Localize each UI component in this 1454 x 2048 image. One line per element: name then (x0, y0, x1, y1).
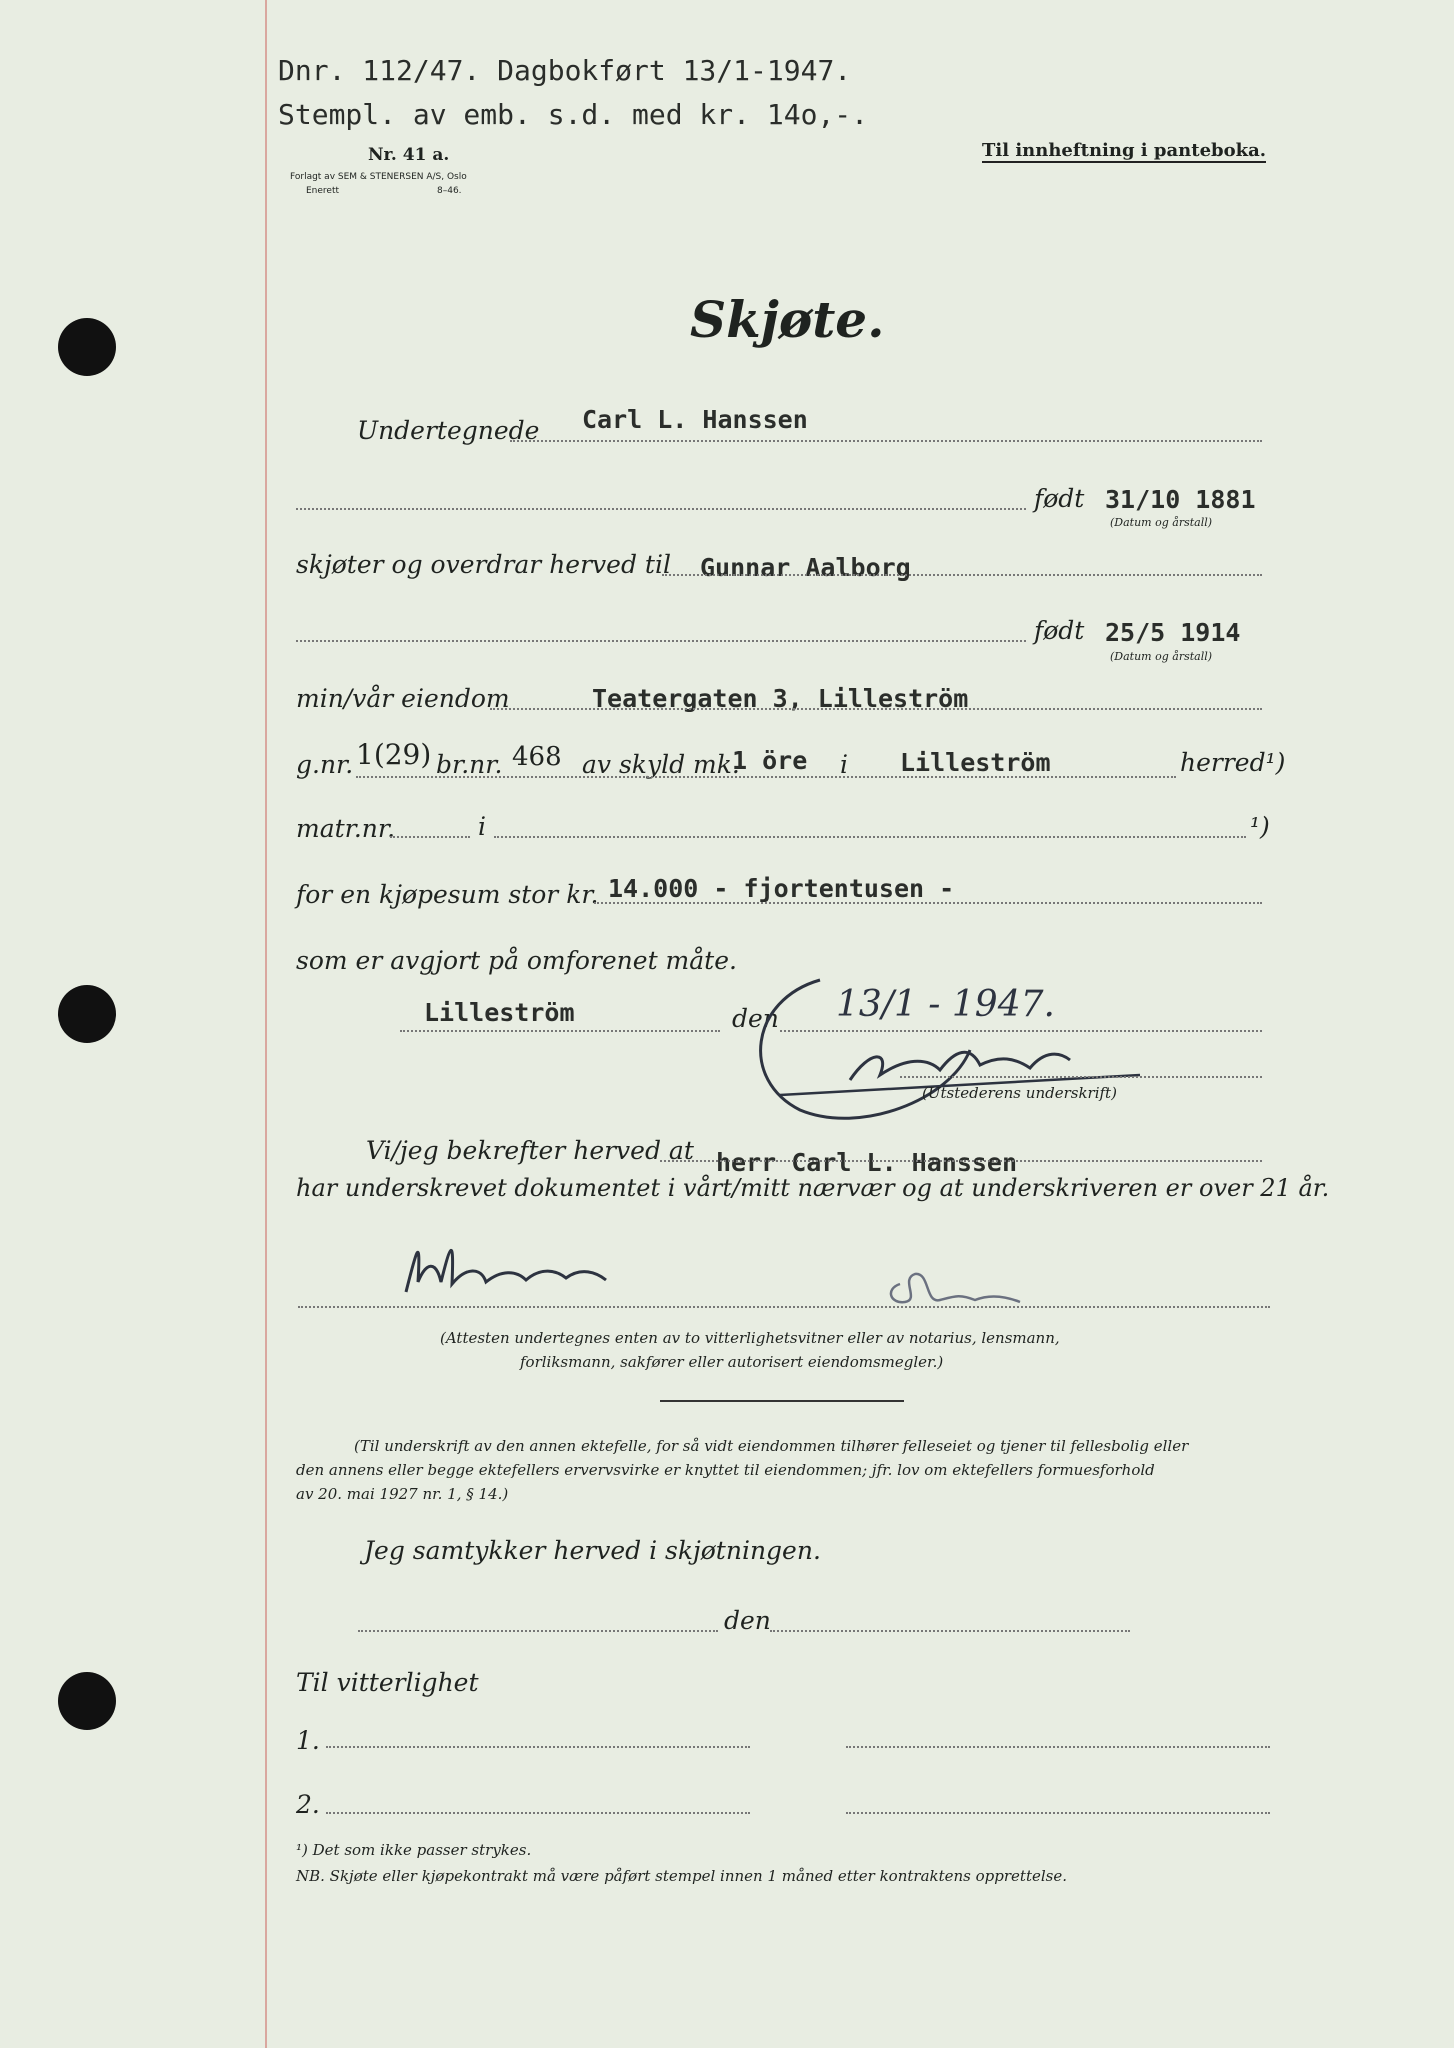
price-line (594, 902, 1262, 904)
form-number: Nr. 41 a. (368, 145, 450, 165)
attestation-label: Vi/jeg bekrefter herved at (366, 1136, 694, 1165)
seller-signature (740, 960, 1160, 1130)
witness-2-line-b (846, 1812, 1270, 1814)
signing-place: Lilleström (424, 998, 575, 1027)
signature-hint: (Utstederens underskrift) (922, 1084, 1117, 1102)
attestation-text: har underskrevet dokumentet i vårt/mitt nærvær og at underskriveren er over 21 år. (296, 1174, 1330, 1202)
den-label: den (732, 1004, 779, 1033)
witness-1-line-b (846, 1746, 1270, 1748)
agreed-text: som er avgjort på omforenet måte. (296, 946, 737, 975)
buyer-date-hint: (Datum og årstall) (1110, 650, 1213, 663)
publisher-date: 8–46. (437, 186, 462, 196)
skyld-label: av skyld mk. (582, 750, 740, 779)
separator (660, 1400, 904, 1402)
document-title: Skjøte. (690, 290, 885, 349)
seller-line (510, 440, 1262, 442)
seller-label: Undertegnede (357, 416, 540, 445)
gnr-i-label: i (840, 750, 848, 779)
gnr-label: g.nr. (296, 750, 354, 779)
margin-line (265, 0, 267, 2048)
publisher-copyright: Enerett (306, 186, 340, 196)
price-label: for en kjøpesum stor kr. (296, 880, 599, 909)
matr-line-a (390, 836, 470, 838)
gnr-value: 1(29) (356, 738, 432, 771)
buyer-line (662, 574, 1262, 576)
seller-born-date: 31/10 1881 (1105, 485, 1256, 514)
footnote-1: ¹) Det som ikke passer strykes. (296, 1841, 532, 1859)
property-address: Teatergaten 3, Lilleström (592, 684, 969, 713)
buyer-born-date: 25/5 1914 (1105, 618, 1241, 647)
punch-hole (58, 318, 116, 376)
consent-text: Jeg samtykker herved i skjøtningen. (364, 1536, 821, 1565)
property-label: min/vår eiendom (296, 684, 510, 713)
attestation-note-1: (Attesten undertegnes enten av to vitterlighetsvitner eller av notarius, lensmann, (440, 1329, 1060, 1347)
buyer-born-label: født (1034, 616, 1085, 645)
matr-line-b (494, 836, 1246, 838)
witness-2-line (326, 1812, 750, 1814)
witness-1-line (326, 1746, 750, 1748)
seller-name: Carl L. Hanssen (582, 405, 808, 434)
witness-2-number: 2. (296, 1790, 320, 1819)
handwritten-date: 13/1 - 1947. (836, 984, 1055, 1025)
attestation-note-2: forliksmann, sakfører eller autorisert eiendomsmegler.) (520, 1353, 944, 1371)
municipality: Lilleström (900, 748, 1051, 777)
seller-born-label: født (1034, 484, 1085, 513)
vitterlighet-label: Til vitterlighet (296, 1668, 479, 1697)
matr-end: ¹) (1250, 812, 1270, 841)
price-value: 14.000 - fjortentusen - (608, 874, 955, 903)
witness-1-number: 1. (296, 1726, 320, 1755)
punch-hole (58, 985, 116, 1043)
place-line (400, 1030, 720, 1032)
spouse-note-3: av 20. mai 1927 nr. 1, § 14.) (296, 1485, 509, 1503)
stamp-line: Stempl. av emb. s.d. med kr. 14o,-. (278, 98, 869, 131)
seller-date-hint: (Datum og årstall) (1110, 516, 1213, 529)
herred-label: herred¹) (1180, 748, 1286, 777)
property-line (490, 708, 1262, 710)
witness-signature-2 (880, 1264, 1030, 1310)
gnr-line (356, 776, 1176, 778)
skyld-value: 1 öre (732, 746, 808, 775)
bnr-label: br.nr. (436, 750, 503, 779)
registry-line: Dnr. 112/47. Dagbokført 13/1-1947. (278, 54, 852, 87)
buyer-name: Gunnar Aalborg (700, 553, 911, 582)
attestation-person: herr Carl L. Hanssen (716, 1148, 1018, 1177)
attestation-line (660, 1160, 1262, 1162)
witness-signature-line (298, 1306, 1270, 1308)
consent-place-line (358, 1630, 718, 1632)
consent-den-label: den (724, 1606, 771, 1635)
footnote-2: NB. Skjøte eller kjøpekontrakt må være påført stempel innen 1 måned etter kontraktens opprettelse. (296, 1867, 1067, 1885)
buyer-label: skjøter og overdrar herved til (296, 550, 671, 579)
spouse-note-2: den annens eller begge ektefellers ervervsvirke er knyttet til eiendommen; jfr. lov om ektefellers formuesforhold (296, 1461, 1155, 1479)
seller-line-2 (296, 508, 1026, 510)
spouse-note-1: (Til underskrift av den annen ektefelle, for så vidt eiendommen tilhører felleseiet og tjener til fellesbolig eller (354, 1437, 1189, 1455)
witness-signature-1 (396, 1222, 616, 1302)
buyer-line-2 (296, 640, 1026, 642)
publisher-line: Forlagt av SEM & STENERSEN A/S, Oslo (290, 172, 467, 182)
matr-label: matr.nr. (296, 814, 396, 843)
consent-date-line (770, 1630, 1130, 1632)
bnr-value: 468 (512, 742, 562, 772)
signature-line (900, 1076, 1262, 1078)
punch-hole (58, 1672, 116, 1730)
matr-i-label: i (478, 812, 486, 841)
filing-note: Til innheftning i panteboka. (982, 140, 1267, 161)
